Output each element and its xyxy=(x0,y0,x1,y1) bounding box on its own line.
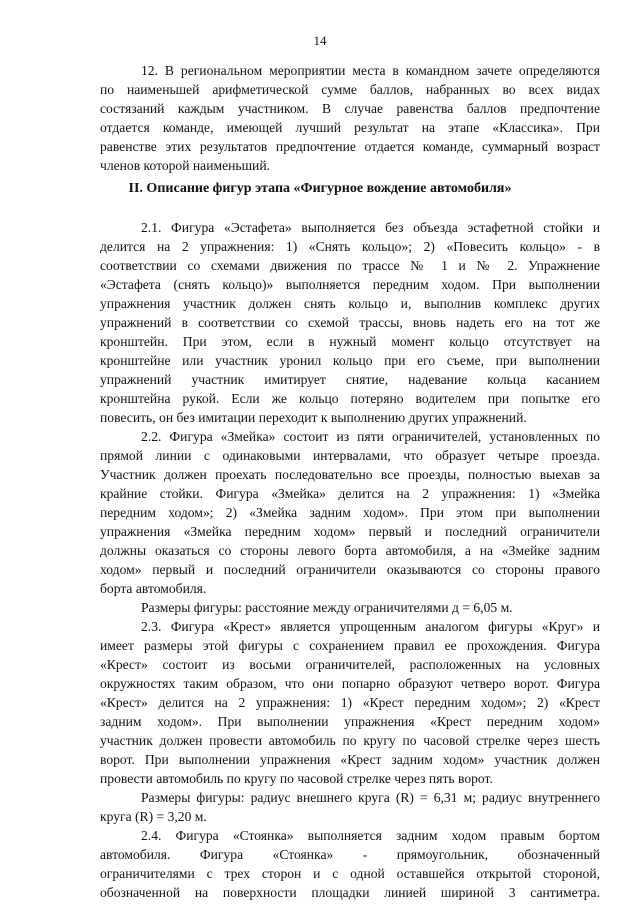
text-line: автомобиля. Фигура «Стоянка» - прямоугольник, обозначенный xyxy=(100,847,600,862)
text-line: 2.4. Фигура «Стоянка» выполняется задним ходом правым бортом xyxy=(141,828,600,843)
text-line: делится на 2 упражнения: 1) «Снять кольцо»; 2) «Повесить кольцо» - в xyxy=(100,239,600,254)
text-line: окружностях таким образом, что они попарно образуют четверо ворот. Фигура xyxy=(100,676,600,691)
text-line: 2.3. Фигура «Крест» является упрощенным аналогом фигуры «Круг» и xyxy=(141,619,600,634)
text-line: членов которой наименьший. xyxy=(100,158,271,173)
text-line: состязаний каждым участником. В случае равенства баллов предпочтение xyxy=(100,101,600,116)
text-line: равенстве этих результатов предпочтение отдается команде, суммарный возраст xyxy=(100,139,600,154)
text-line: 2.1. Фигура «Эстафета» выполняется без объезда эстафетной стойки и xyxy=(141,220,600,235)
text-line: прямой линии с одинаковыми интервалами, что образует четыре проезда. xyxy=(100,448,600,463)
text-line: участник должен провести автомобиль по кругу по часовой стрелке через шесть xyxy=(100,733,600,748)
page-number: 14 xyxy=(313,33,327,48)
text-line: 12. В региональном мероприятии места в командном зачете определяются xyxy=(141,63,600,78)
text-line: задним ходом». При выполнении упражнения «Крест передним ходом» xyxy=(100,714,600,729)
text-line: «Эстафета (снять кольцо)» выполняется передним ходом. При выполнении xyxy=(100,277,600,292)
text-line: кронштейне или участник уронил кольцо при его съеме, при выполнении xyxy=(100,353,600,368)
text-line: Участник должен проехать последовательно все проезды, полностью выехав за xyxy=(100,467,600,482)
text-line: крайние стойки. Фигура «Змейка» делится на 2 упражнения: 1) «Змейка xyxy=(100,486,600,501)
text-line: провести автомобиль по кругу по часовой стрелке через пять ворот. xyxy=(100,771,493,786)
text-line: кронштейна рукой. Если же кольцо потеряно водителем при попытке его xyxy=(100,391,600,406)
text-line: обозначенной на поверхности площадки линией шириной 3 сантиметра. xyxy=(100,885,600,900)
text-line: упражнения участник должен снять кольцо и, выполнив комплекс других xyxy=(100,296,600,311)
text-line: упражнений участник имитирует снятие, надевание кольца касанием xyxy=(100,372,600,387)
text-line: круга (R) = 3,20 м. xyxy=(100,809,207,824)
text-line: ограничителями с трех сторон и с одной оставшейся открытой стороной, xyxy=(100,866,600,881)
section-heading: II. Описание фигур этапа «Фигурное вождение автомобиля» xyxy=(128,181,512,196)
text-line: ворот. При выполнении упражнения «Крест задним ходом» участник должен xyxy=(100,752,600,767)
text-line: упражнения «Змейка передним ходом» первый и последний ограничители xyxy=(100,524,600,539)
text-line: ходом» первый и последний ограничители оказываются со стороны правого xyxy=(100,562,600,577)
snake-dimensions: Размеры фигуры: расстояние между ограничителями д = 6,05 м. xyxy=(141,600,513,615)
text-line: кронштейн. При этом, если в нужный момент кольцо отсутствует на xyxy=(100,334,600,349)
text-line: «Крест» состоит из восьми ограничителей, расположенных на условных xyxy=(100,657,600,672)
text-line: передним ходом»; 2) «Змейка задним ходом». При этом при выполнении xyxy=(100,505,600,520)
text-line: борта автомобиля. xyxy=(100,581,207,596)
text-line: упражнений в соответствии со схемой трассы, вновь надеть его на тот же xyxy=(100,315,600,330)
text-line: соответствии со схемами движения по трассе № 1 и № 2. Упражнение xyxy=(100,258,600,273)
text-line: имеет размеры этой фигуры с сохранением правил ее прохождения. Фигура xyxy=(100,638,600,653)
text-line: Размеры фигуры: радиус внешнего круга (R) = 6,31 м; радиус внутреннего xyxy=(141,790,600,805)
text-line: «Крест» делится на 2 упражнения: 1) «Крест передним ходом»; 2) «Крест xyxy=(100,695,600,710)
text-line: по наименьшей арифметической сумме баллов, набранных во всех видах xyxy=(100,82,600,97)
text-line: 2.2. Фигура «Змейка» состоит из пяти ограничителей, установленных по xyxy=(141,429,600,444)
text-line: должны оказаться со стороны левого борта автомобиля, а на «Змейке задним xyxy=(100,543,600,558)
text-line: повесить, он без имитации переходит к выполнению других упражнений. xyxy=(100,410,527,425)
text-line: отдается команде, имеющей лучший результат на этапе «Классика». При xyxy=(100,120,600,135)
